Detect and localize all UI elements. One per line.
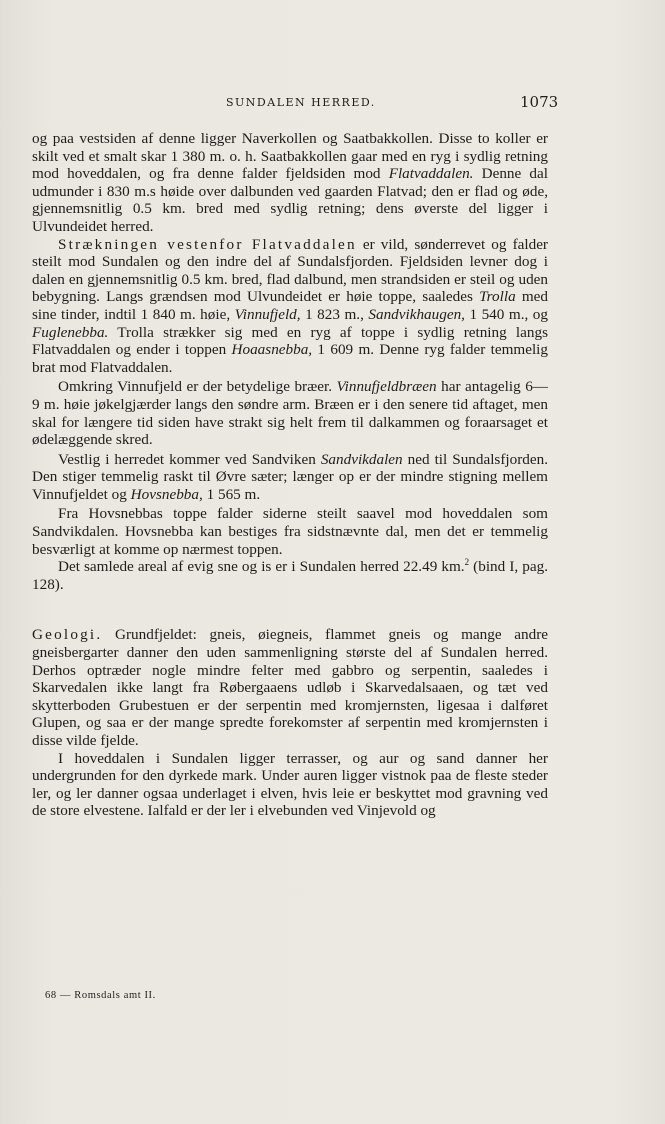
text-run: 1 823 m., bbox=[300, 305, 369, 323]
paragraph-6 bbox=[32, 558, 548, 593]
text-run: Denne dal udmunder i 830 m.s høide over dalbunden ved gaarden Flatvad; den er flad og øde, gjennemsnitlig 0.5 km. bred med sydlig retning; dens øverste del ligger i Ulvundeidet herred. bbox=[32, 165, 548, 235]
paragraph-5 bbox=[32, 505, 548, 558]
text-run: og paa vestsiden af denne ligger Naverkollen og Saatbakkollen. Disse to koller er skilt ved et smalt skar 1 380 m. o. h. Saatbakkollen gaar med en ryg i sydlig retning mod hoveddalen, og fra denne falder fjeldsiden mod bbox=[32, 130, 548, 183]
place-name: Vinnufjeldbræen bbox=[336, 378, 437, 396]
text-run: (bind I, pag. 128). bbox=[32, 558, 549, 593]
text-run: I hoveddalen i Sundalen ligger terrasser, og aur og sand danner her undergrunden for den dyrkede mark. Under auren ligger vistnok paa de fleste steder ler, og ler danner ogsaa underlaget i elven, hvis leie er beskyttet mod gravning ved de store elvestene. Ialfald er der ler i elvebunden ved Vinjevold og bbox=[32, 749, 548, 820]
text-run: har antagelig 6—9 m. høie jøkelgjærder langs den søndre arm. Bræen er i den senere tid aftaget, men skal for længere tid siden have strakt sig helt frem til dalkammen og foraarsaget et ødelæggende skred. bbox=[32, 378, 548, 449]
spaced-heading: Strækningen vestenfor Flatvaddalen bbox=[58, 235, 357, 253]
paragraph-2 bbox=[32, 236, 548, 377]
place-name: Trolla bbox=[479, 288, 516, 306]
section-heading: Geologi. bbox=[32, 626, 103, 644]
text-run: Trolla strækker sig med en ryg af toppe i sydlig retning langs Flatvaddalen og ender i toppen bbox=[32, 323, 548, 359]
text-run: ned til Sundalsfjorden. Den stiger temmelig raskt til Øvre sæter; længer op er der mindre stigning mellem Vinnufjeldet og bbox=[32, 450, 549, 503]
text-run: 1 565 m. bbox=[202, 485, 261, 503]
paragraph-4 bbox=[32, 451, 548, 504]
text-run: 1 540 m., og bbox=[464, 305, 548, 323]
body-text bbox=[32, 130, 548, 820]
text-run: Omkring Vinnufjeld er der betydelige bræer. bbox=[58, 378, 337, 396]
place-name: Flatvaddalen. bbox=[388, 165, 474, 183]
place-name: Hovsnebba, bbox=[130, 485, 203, 503]
text-run: Vestlig i herredet kommer ved Sandviken bbox=[58, 450, 321, 468]
place-name: Fuglenebba. bbox=[32, 323, 109, 341]
place-name: Sandvikhaugen, bbox=[368, 305, 465, 323]
page-number: 1073 bbox=[520, 93, 559, 111]
paragraph-1 bbox=[32, 130, 548, 236]
paragraph-8 bbox=[32, 750, 548, 820]
text-run: er vild, sønderrevet og falder steilt mod Sundalen og den indre del af Sundalsfjorden. Fjeldsiden levner dog i dalen en gjennemsnitlig 0.5 km. bred, flad dalbund, men strandsiden er steil og uden bebygning. Langs grændsen mod Ulvundeidet er høie toppe, saaledes bbox=[32, 235, 548, 306]
text-run: 1 609 m. Denne ryg falder temmelig brat mod Flatvaddalen. bbox=[32, 341, 548, 376]
paragraph-geology bbox=[32, 626, 548, 749]
printer-signature: 68 — Romsdals amt II. bbox=[45, 990, 156, 1001]
place-name: Vinnufjeld, bbox=[234, 305, 301, 323]
superscript: 2 bbox=[464, 557, 470, 568]
text-run: Grundfjeldet: gneis, øiegneis, flammet gneis og mange andre gneisbergarter danner den uden sammenligning største del af Sundalen herred. Derhos optræder nogle mindre felter med gabbro og serpentin, saaledes i Skarvedalen ikke langt fra Røbergaaens udløb i Skarvedalsaaen, og tæt ved skytterboden Grubestuen er der serpentin med kromjernsten, ligesaa i dalføret Glupen, og saa er der mange spredte forekomster af serpentin med kromjernsten i disse vilde fjelde. bbox=[32, 626, 548, 749]
place-name: Sandvikdalen bbox=[320, 450, 403, 468]
text-run: med sine tinder, indtil 1 840 m. høie, bbox=[32, 288, 549, 323]
place-name: Hoaasnebba, bbox=[231, 341, 313, 359]
running-head: SUNDALEN HERRED. bbox=[226, 96, 376, 109]
text-run: Fra Hovsnebbas toppe falder siderne steilt saavel mod hoveddalen som Sandvikdalen. Hovsnebba kan bestiges fra sidstnævnte dal, men det er temmelig besværligt at komme op nærmest toppen. bbox=[32, 505, 548, 558]
paragraph-3 bbox=[32, 378, 548, 448]
text-run: Det samlede areal af evig sne og is er i Sundalen herred 22.49 km. bbox=[58, 558, 465, 576]
page-header bbox=[0, 93, 665, 118]
